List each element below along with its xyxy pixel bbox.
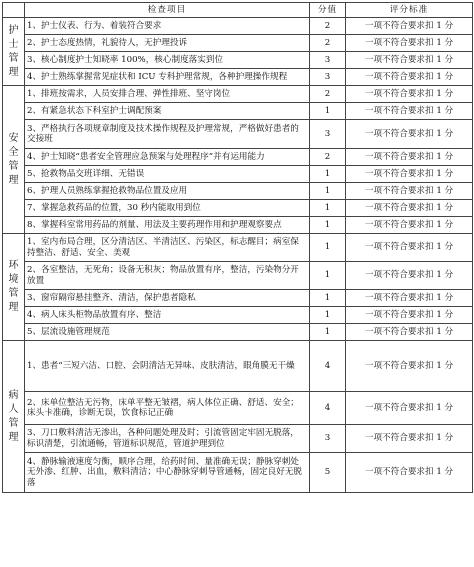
table-row	[3, 166, 473, 183]
table-row	[3, 183, 473, 200]
standard-cell: 一项不符合要求扣 1 分	[346, 307, 473, 324]
item-cell: 6、护理人员熟练掌握抢救物品位置及应用	[25, 183, 310, 200]
standard-cell: 一项不符合要求扣 1 分	[346, 183, 473, 200]
score-cell: 2	[310, 149, 346, 166]
standard-cell: 一项不符合要求扣 1 分	[346, 290, 473, 307]
item-cell: 1、护士仪表、行为、着装符合要求	[25, 18, 310, 35]
table-row	[3, 52, 473, 69]
item-cell: 7、掌握急救药品的位置，30 秒内能取用到位	[25, 200, 310, 217]
item-cell: 2、各室整洁，无死角；设备无积灰；物品放置有序，整洁，污染物分开放置	[25, 262, 310, 290]
item-cell: 3、窗帘隔帘悬挂整齐、清洁，保护患者隐私	[25, 290, 310, 307]
table-row	[3, 120, 473, 149]
score-cell: 2	[310, 86, 346, 103]
item-cell: 3、严格执行各项规章制度及技术操作规程及护理常规，严格做好患者的交接班	[25, 120, 310, 149]
score-cell: 3	[310, 425, 346, 453]
item-cell: 3、核心制度护士知晓率 100%，核心制度落实到位	[25, 52, 310, 69]
table-row	[3, 324, 473, 341]
category-label: 环境管理	[8, 260, 19, 313]
table-row	[3, 200, 473, 217]
score-cell: 5	[310, 453, 346, 493]
score-cell: 2	[310, 18, 346, 35]
score-cell: 1	[310, 234, 346, 262]
table-row	[3, 341, 473, 392]
score-cell: 1	[310, 166, 346, 183]
table-row	[3, 290, 473, 307]
score-cell: 3	[310, 69, 346, 86]
table-row	[3, 86, 473, 103]
standard-cell: 一项不符合要求扣 1 分	[346, 120, 473, 149]
item-cell: 4、护士知晓“患者安全管理应急预案与处理程序”并有运用能力	[25, 149, 310, 166]
standard-cell: 一项不符合要求扣 1 分	[346, 18, 473, 35]
table-row	[3, 103, 473, 120]
standard-cell: 一项不符合要求扣 1 分	[346, 35, 473, 52]
table-body	[3, 18, 473, 493]
table-row	[3, 18, 473, 35]
category-cell	[3, 341, 25, 493]
item-cell: 4、静脉输液速度匀衡，顺序合理，给药时间、量准确无误；静脉穿刺处无外渗、红肿、出血，敷料清洁；中心静脉穿刺导管通畅，固定良好无脱落	[25, 453, 310, 493]
score-cell: 1	[310, 183, 346, 200]
item-cell: 5、抢救物品交班详细、无错误	[25, 166, 310, 183]
score-cell: 1	[310, 324, 346, 341]
header-item: 检查项目	[25, 3, 310, 18]
table-row	[3, 392, 473, 425]
item-cell: 1、患者“三短六洁、口腔、会阴清洁无异味、皮肤清洁，眼角膜无干燥	[25, 341, 310, 392]
score-cell: 1	[310, 307, 346, 324]
table-row	[3, 234, 473, 262]
standard-cell: 一项不符合要求扣 1 分	[346, 149, 473, 166]
item-cell: 2、床单位整洁无污物，床单平整无皱褶，病人体位正确、舒适、安全；床头卡准确，诊断无误，饮食标记正确	[25, 392, 310, 425]
category-label: 护士管理	[8, 24, 19, 78]
header-row	[3, 3, 473, 18]
standard-cell: 一项不符合要求扣 1 分	[346, 166, 473, 183]
score-cell: 3	[310, 52, 346, 69]
standard-cell: 一项不符合要求扣 1 分	[346, 341, 473, 392]
score-cell: 1	[310, 217, 346, 234]
category-cell	[3, 86, 25, 234]
table-row	[3, 307, 473, 324]
item-cell: 2、有紧急状态下科室护士调配预案	[25, 103, 310, 120]
table-row	[3, 262, 473, 290]
score-cell: 1	[310, 200, 346, 217]
standard-cell: 一项不符合要求扣 1 分	[346, 217, 473, 234]
item-cell: 1、排班按需求，人员安排合理、弹性排班、坚守岗位	[25, 86, 310, 103]
item-cell: 3、刀口敷料清洁无渗出，各种问题处理及时；引流管固定牢固无脱落，标识清楚，引流通畅，管道标识规范，管道护理到位	[25, 425, 310, 453]
category-label: 安全管理	[8, 132, 19, 186]
header-category	[3, 3, 25, 18]
header-score: 分值	[310, 3, 346, 18]
item-cell: 4、病人床头柜物品放置有序、整洁	[25, 307, 310, 324]
table-row	[3, 149, 473, 166]
standard-cell: 一项不符合要求扣 1 分	[346, 86, 473, 103]
score-cell: 2	[310, 35, 346, 52]
standard-cell: 一项不符合要求扣 1 分	[346, 234, 473, 262]
score-cell: 4	[310, 392, 346, 425]
table-row	[3, 425, 473, 453]
score-cell: 1	[310, 103, 346, 120]
standard-cell: 一项不符合要求扣 1 分	[346, 262, 473, 290]
table-row	[3, 217, 473, 234]
table-row	[3, 453, 473, 493]
category-label: 病人管理	[8, 389, 19, 443]
table-row	[3, 35, 473, 52]
score-cell: 1	[310, 262, 346, 290]
score-cell: 1	[310, 290, 346, 307]
table-row	[3, 69, 473, 86]
item-cell: 1、室内布局合理，区分清洁区、半清洁区、污染区，标志醒目；病室保持整洁、舒适、安全、美观	[25, 234, 310, 262]
category-cell	[3, 18, 25, 86]
score-cell: 4	[310, 341, 346, 392]
header-standard: 评分标准	[346, 3, 473, 18]
standard-cell: 一项不符合要求扣 1 分	[346, 453, 473, 493]
standard-cell: 一项不符合要求扣 1 分	[346, 52, 473, 69]
inspection-table	[2, 2, 473, 493]
standard-cell: 一项不符合要求扣 1 分	[346, 392, 473, 425]
score-cell: 3	[310, 120, 346, 149]
standard-cell: 一项不符合要求扣 1 分	[346, 425, 473, 453]
item-cell: 2、护士态度热情，礼貌待人，无护理投诉	[25, 35, 310, 52]
item-cell: 4、护士熟练掌握常见症状和 ICU 专科护理常规，各种护理操作规程	[25, 69, 310, 86]
category-cell	[3, 234, 25, 341]
item-cell: 8、掌握科室常用药品的剂量、用法及主要药理作用和护理观察要点	[25, 217, 310, 234]
standard-cell: 一项不符合要求扣 1 分	[346, 103, 473, 120]
standard-cell: 一项不符合要求扣 1 分	[346, 324, 473, 341]
standard-cell: 一项不符合要求扣 1 分	[346, 69, 473, 86]
standard-cell: 一项不符合要求扣 1 分	[346, 200, 473, 217]
item-cell: 5、层流设施管理规范	[25, 324, 310, 341]
